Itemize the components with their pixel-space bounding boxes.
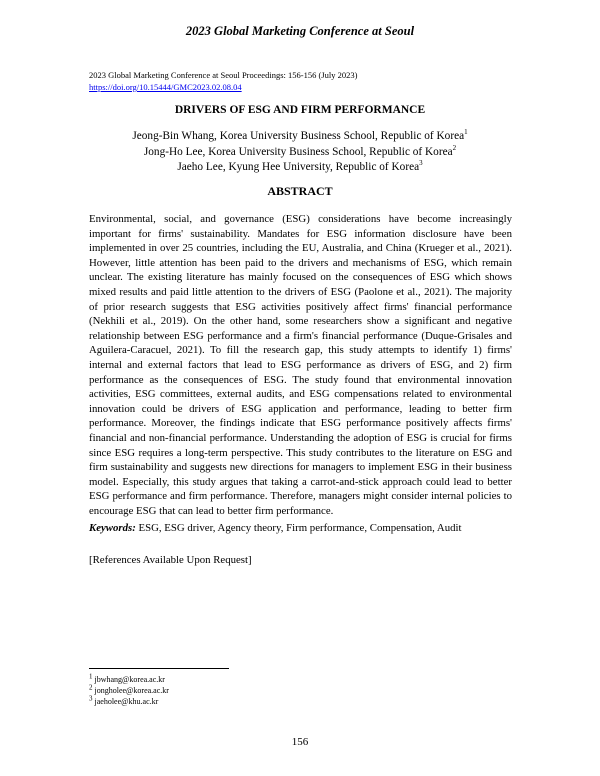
doi-link[interactable]: https://doi.org/10.15444/GMC2023.02.08.04 (89, 82, 242, 92)
footnote (89, 694, 159, 706)
footnote-divider (89, 668, 229, 669)
footnote (89, 672, 165, 684)
footnote-mark: 1 (89, 672, 93, 681)
author-name: Jong-Ho Lee, Korea University Business School, Republic of Korea (143, 145, 453, 158)
footnote-email: jongholee@korea.ac.kr (94, 686, 169, 695)
footnote-mark: 3 (89, 694, 93, 703)
author-list (0, 129, 600, 176)
proceedings-info (89, 69, 357, 93)
author-footnote-mark: 3 (419, 159, 423, 168)
proceedings-citation: 2023 Global Marketing Conference at Seoul Proceedings: 156-156 (July 2023) (89, 70, 358, 80)
keywords-label: Keywords: (89, 522, 136, 534)
author-name: Jaeho Lee, Kyung Hee University, Republic of Korea (177, 161, 420, 173)
keywords-text: ESG, ESG driver, Agency theory, Firm performance, Compensation, Audit (138, 522, 462, 534)
footnote (89, 683, 169, 695)
author-line (0, 129, 600, 145)
footnote-email: jaeholee@khu.ac.kr (94, 697, 159, 706)
page-number: 156 (291, 736, 309, 748)
author-line (0, 145, 600, 161)
keywords (89, 522, 462, 534)
footnote-email: jbwhang@korea.ac.kr (94, 675, 165, 684)
paper-title: DRIVERS OF ESG AND FIRM PERFORMANCE (174, 104, 426, 116)
running-header: 2023 Global Marketing Conference at Seoul (185, 24, 415, 38)
footnote-mark: 2 (89, 683, 93, 692)
author-footnote-mark: 2 (452, 143, 457, 152)
abstract-heading: ABSTRACT (267, 184, 333, 198)
references-note: [References Available Upon Request] (89, 554, 252, 566)
author-footnote-mark: 1 (464, 128, 468, 137)
abstract-body: Environmental, social, and governance (ESG) considerations have become increasingly important for firms' sustainability. Mandates for ESG information disclosure have been implemented in over 25 countries, including the EU, Australia, and China (Krueger et al., 2021). However, little attention has been paid to the drivers and mechanisms of ESG, which remain unclear. The existing literature has mainly focused on the consequences of ESG which shows mixed results and paid little attention to the drivers of ESG (Paolone et al., 2021). The majority of prior research suggests that ESG activities positively affect firms' financial performance (Nekhili et al., 2019). On the other hand, some researchers show a significant and negative relationship between ESG performance and a firm's financial performance (Duque-Grisales and Aguilera-Caracuel, 2021). To fill the research gap, this study attempts to identify 1) firms' internal and external factors that lead to ESG performance as drivers of ESG, and 2) firm performance as the consequences of ESG. The study found that environmental innovation activities, ESG committees, external audits, and ESG compensations related to environmental innovation could be drivers of ESG application and performance, leading to better firm performance. Moreover, the findings indicate that ESG performance positively affects firms' financial and non-financial performance. Understanding the adoption of ESG is crucial for firms since ESG requires a long-term perspective. This study contributes to the literature on ESG and firm sustainability and suggests new directions for managers to implement ESG in their business model. Especially, this study argues that taking a carrot-and-stick approach could lead to better ESG performance and firm performance. Therefore, managers might consider internal policies to encourage ESG that can lead to better firm performance. (89, 213, 512, 517)
author-name: Jeong-Bin Whang, Korea University Business School, Republic of Korea (132, 130, 465, 142)
author-line (0, 160, 600, 176)
